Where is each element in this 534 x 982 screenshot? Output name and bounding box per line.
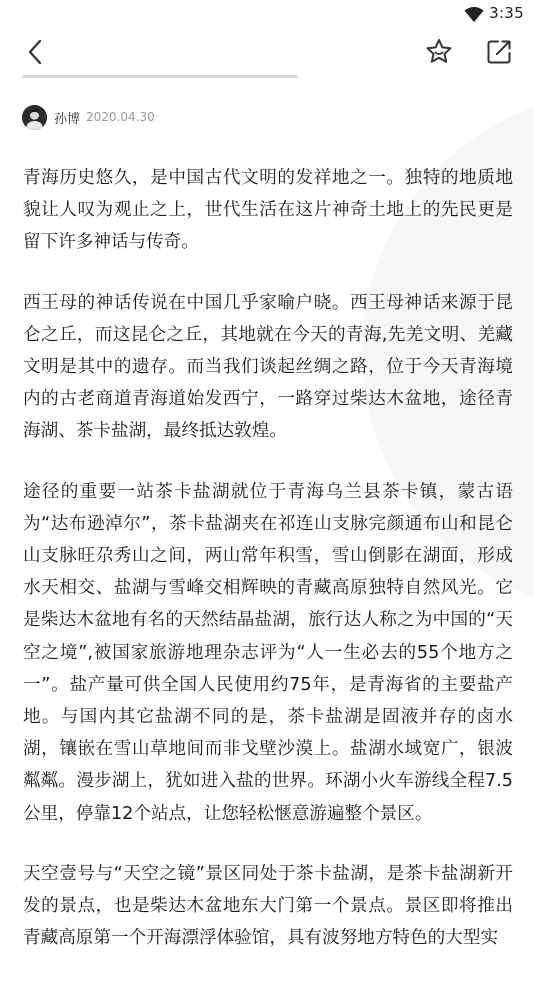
publish-date: 2020.04.30 — [86, 110, 155, 124]
article-paragraph: 途径的重要一站茶卡盐湖就位于青海乌兰县茶卡镇，蒙古语为“达布逊淖尔”，茶卡盐湖夹在祁连山支脉完颜通布山和昆仑山支脉旺尕秀山之间，两山常年积雪，雪山倒影在湖面，形成水天相交、盐湖与雪峰交相辉映的青藏高原独特自然风光。它是柴达木盆地有名的天然结晶盐湖，旅行达人称之为中国的“天空之境”,被国家旅游地理杂志评为“人一生必去的55个地方之一”。盐产量可供全国人民使用约75年，是青海省的主要盐产地。与国内其它盐湖不同的是，茶卡盐湖是固液并存的卤水湖，镶嵌在雪山草地间而非戈壁沙漠上。盐湖水域宽广，银波粼粼。漫步湖上，犹如进入盐的世界。环湖小火车游线全程7.5公里，停靠12个站点，让您轻松惬意游遍整个景区。 — [23, 481, 513, 824]
author-row — [22, 104, 155, 130]
author-name[interactable]: 孙博 — [54, 111, 81, 127]
wifi-icon — [464, 7, 484, 22]
article-body — [23, 162, 513, 982]
status-bar — [0, 0, 534, 28]
back-button[interactable] — [22, 38, 50, 66]
avatar[interactable] — [22, 105, 47, 130]
article-paragraph: 天空壹号与“天空之镜”景区同处于茶卡盐湖，是茶卡盐湖新开发的景点，也是柴达木盆地东大门第一个景点。景区即将推出青藏高原第一个开海漂浮体验馆，具有波努地方特色的大型实 — [23, 863, 513, 949]
back-icon — [22, 38, 50, 66]
share-button[interactable] — [484, 37, 514, 67]
favorite-button[interactable] — [424, 37, 454, 67]
article-paragraph: 西王母的神话传说在中国几乎家喻户晓。西王母神话来源于昆仑之丘，而这昆仑之丘，其地就在今天的青海,先羌文明、羌藏文明是其中的遗存。而当我们谈起丝绸之路，位于今天青海境内的古老商道青海道始发西宁，一路穿过柴达木盆地，途径青海湖、茶卡盐湖，最终抵达敦煌。 — [23, 292, 513, 442]
avatar-image — [22, 105, 47, 130]
share-icon — [484, 37, 514, 67]
article-paragraph: 青海历史悠久，是中国古代文明的发祥地之一。独特的地质地貌让人叹为观止之上，世代生活在这片神奇土地上的先民更是留下许多神话与传奇。 — [23, 168, 513, 253]
star-icon — [424, 37, 454, 67]
toolbar — [0, 28, 534, 76]
status-time: 3:35 — [489, 4, 524, 22]
